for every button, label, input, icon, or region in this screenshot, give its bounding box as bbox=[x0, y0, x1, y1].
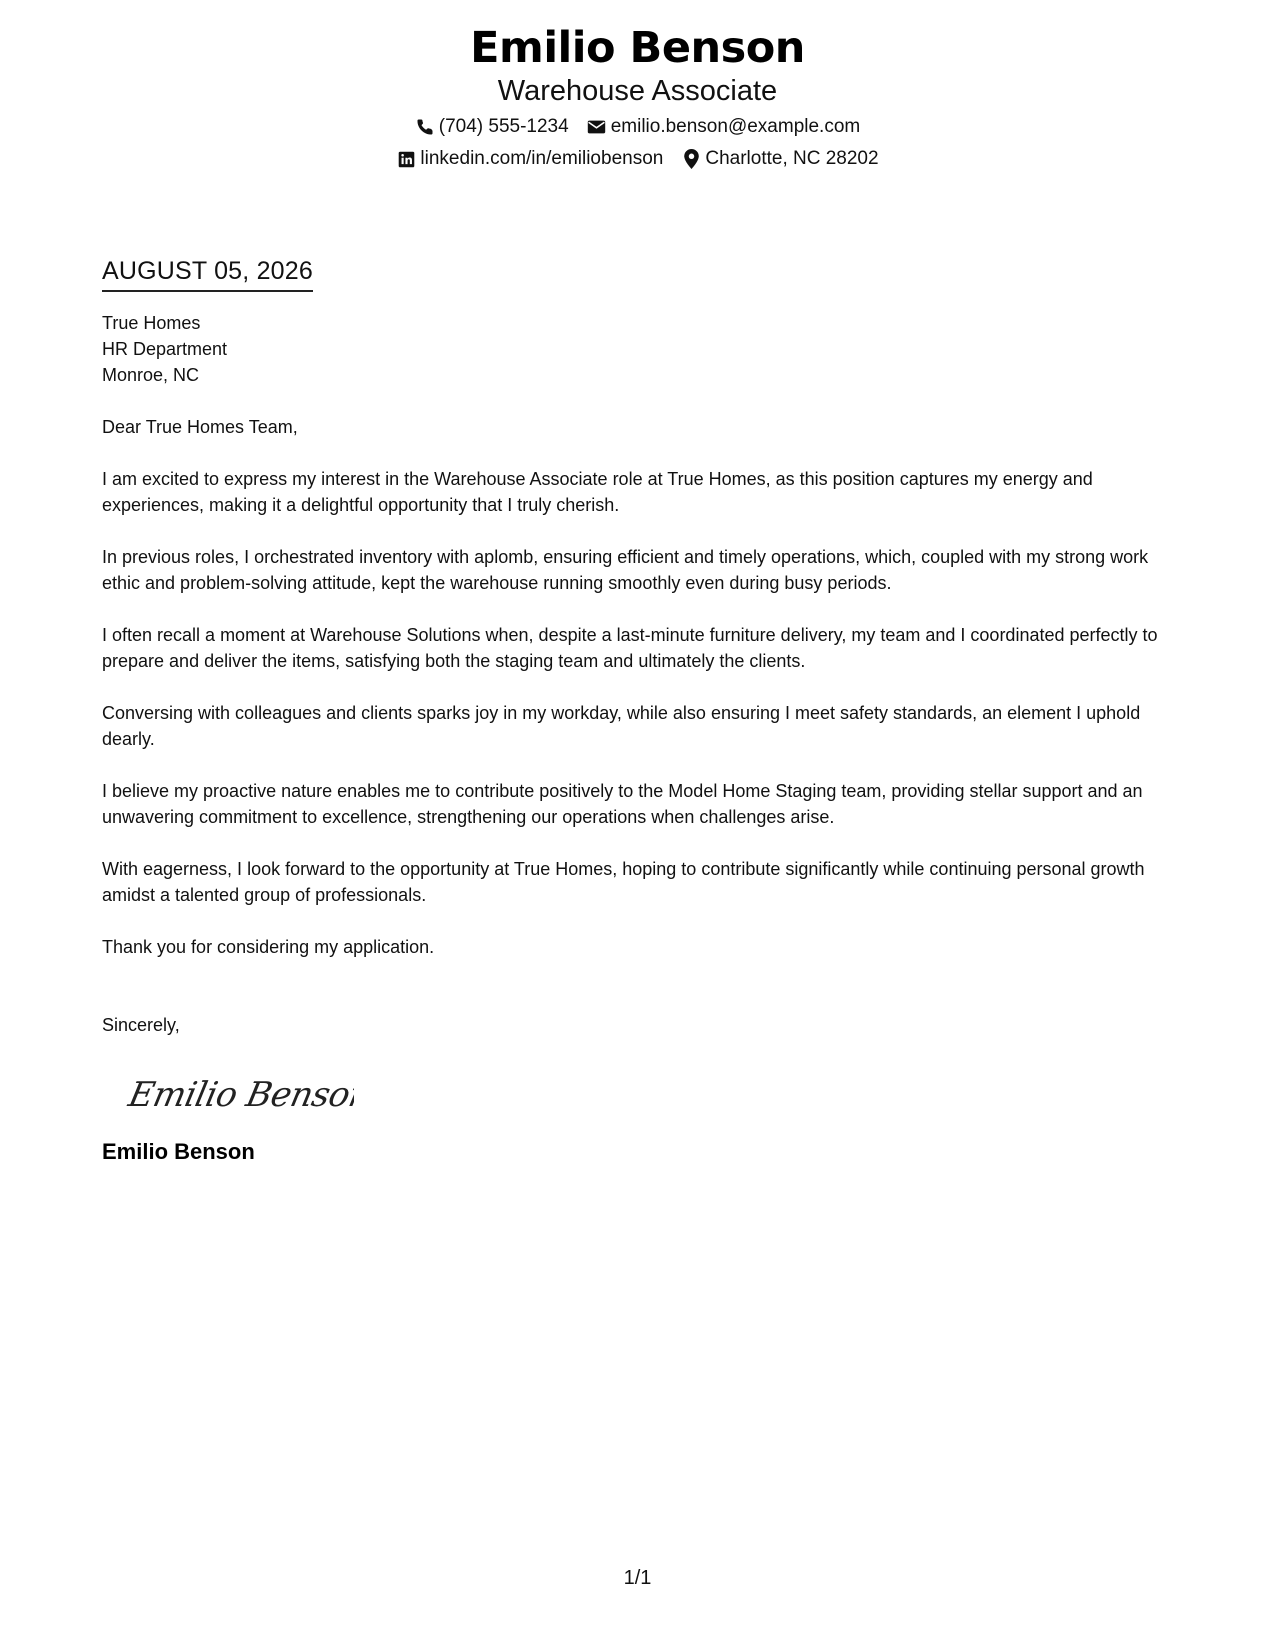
applicant-name: Emilio Benson bbox=[470, 23, 805, 73]
recipient-address bbox=[102, 310, 1177, 388]
contact-phone[interactable] bbox=[415, 115, 569, 139]
letter-header bbox=[0, 22, 1275, 171]
email-text: emilio.benson@example.com bbox=[610, 116, 861, 137]
recipient-department: HR Department bbox=[102, 339, 228, 359]
body-paragraph: Thank you for considering my application. bbox=[102, 937, 435, 957]
closing: Sincerely, bbox=[102, 1015, 180, 1035]
applicant-job-title: Warehouse Associate bbox=[497, 75, 778, 107]
linkedin-icon bbox=[396, 149, 416, 169]
body-paragraph: I am excited to express my interest in the Warehouse Associate role at True Homes, as this position captures my energy and experiences, making it a delightful opportunity that I truly cherish. bbox=[102, 469, 1093, 515]
body-paragraph: I often recall a moment at Warehouse Solutions when, despite a last-minute furniture delivery, my team and I coordinated perfectly to prepare and deliver the items, satisfying both the staging team and ultimately the clients. bbox=[102, 625, 1158, 671]
handwritten-signature bbox=[124, 1064, 354, 1124]
contact-location bbox=[681, 147, 878, 171]
salutation: Dear True Homes Team, bbox=[102, 417, 298, 437]
phone-text: (704) 555-1234 bbox=[438, 116, 569, 137]
map-pin-icon bbox=[681, 149, 701, 169]
svg-text:Emilio Benson: Emilio Benson bbox=[125, 1075, 354, 1115]
page-number: 1/1 bbox=[623, 1567, 652, 1589]
linkedin-text: linkedin.com/in/emiliobenson bbox=[420, 148, 664, 169]
body-paragraph: Conversing with colleagues and clients sparks joy in my workday, while also ensuring I meet safety standards, an element I uphold dearly. bbox=[102, 703, 1141, 749]
letter-body bbox=[102, 255, 1177, 1166]
letter-date: AUGUST 05, 2026 bbox=[102, 255, 313, 292]
contact-row-1 bbox=[0, 115, 1275, 139]
recipient-location: Monroe, NC bbox=[102, 365, 200, 385]
body-paragraph: I believe my proactive nature enables me to contribute positively to the Model Home Staging team, providing stellar support and an unwavering commitment to excellence, strengthening our operations when challenges arise. bbox=[102, 781, 1143, 827]
body-paragraph: With eagerness, I look forward to the opportunity at True Homes, hoping to contribute significantly while continuing personal growth amidst a talented group of professionals. bbox=[102, 859, 1145, 905]
contact-row-2 bbox=[0, 147, 1275, 171]
signer-name: Emilio Benson bbox=[102, 1139, 255, 1164]
contact-linkedin[interactable] bbox=[396, 147, 663, 171]
recipient-company: True Homes bbox=[102, 313, 201, 333]
location-text: Charlotte, NC 28202 bbox=[705, 148, 879, 169]
body-paragraph: In previous roles, I orchestrated inventory with aplomb, ensuring efficient and timely operations, which, coupled with my strong work ethic and problem-solving attitude, kept the warehouse running smoothly even during busy periods. bbox=[102, 547, 1149, 593]
phone-icon bbox=[415, 117, 435, 137]
envelope-icon bbox=[587, 117, 607, 137]
contact-email[interactable] bbox=[587, 115, 861, 139]
